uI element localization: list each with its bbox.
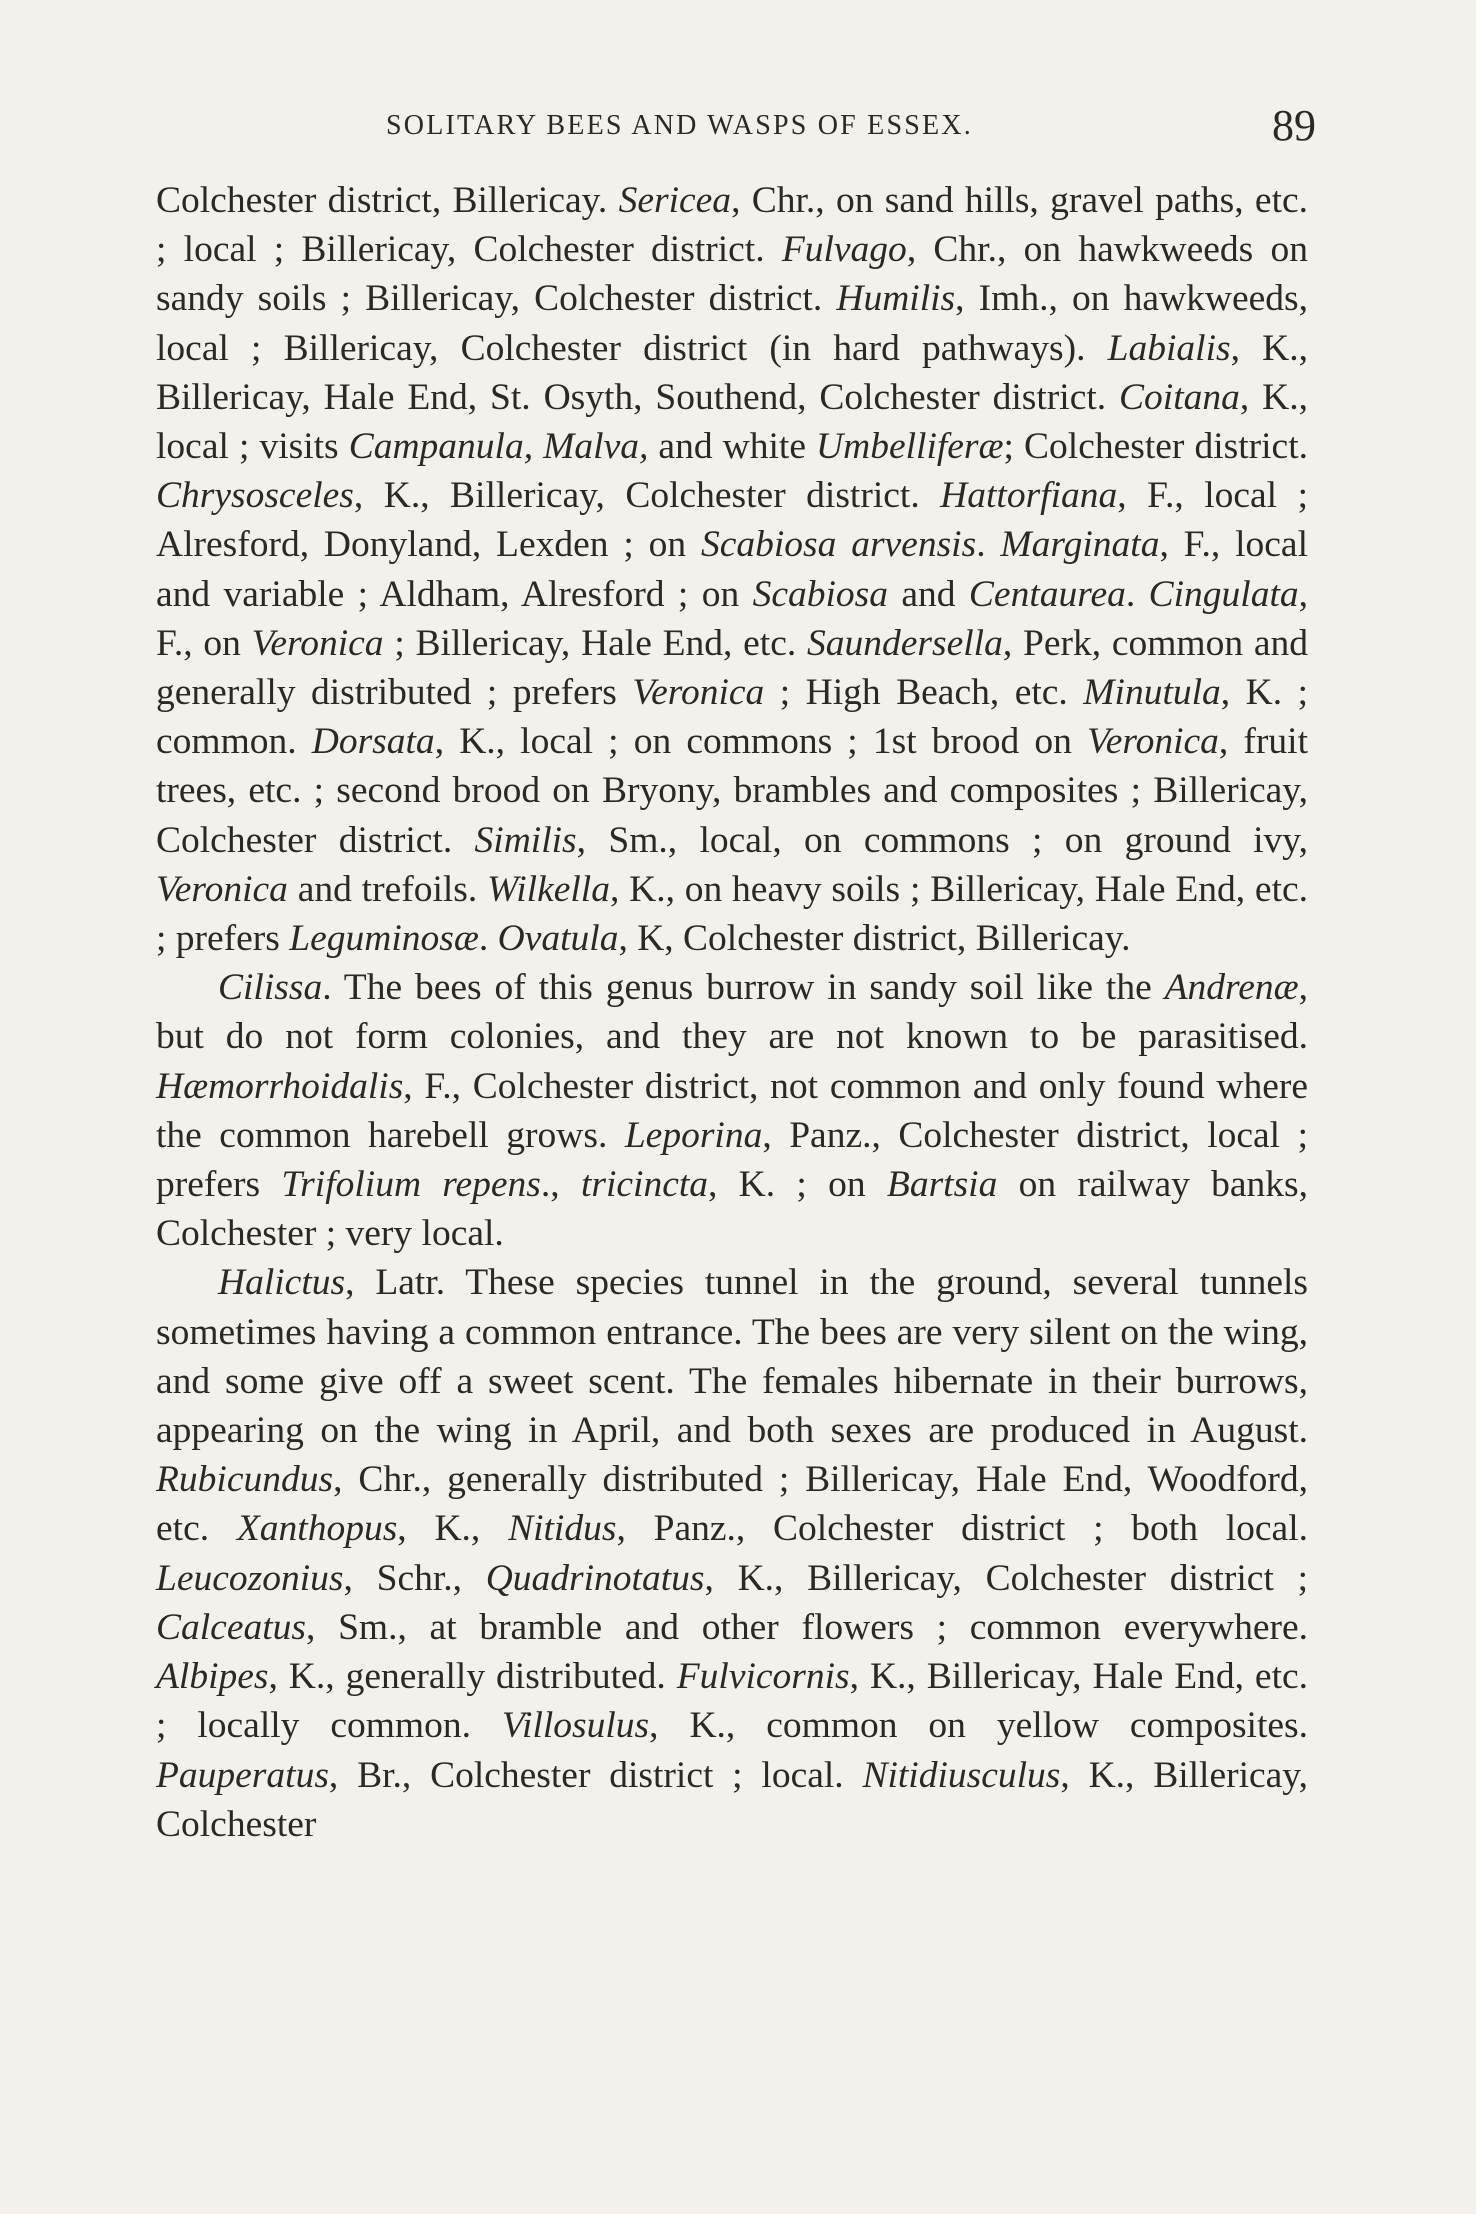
italic-taxon: Hattorfiana xyxy=(940,475,1118,517)
italic-taxon: Cingulata xyxy=(1148,573,1299,615)
text-run: on railway banks, Colchester ; very local. xyxy=(156,1164,1309,1255)
italic-taxon: Nitidus xyxy=(508,1508,617,1550)
text-run: , Perk, common and generally distributed ; prefers xyxy=(156,622,1308,714)
italic-taxon: Pauperatus xyxy=(156,1754,329,1796)
italic-taxon: Humilis xyxy=(836,278,956,320)
italic-taxon: Sericea xyxy=(618,180,732,221)
italic-taxon: Veronica xyxy=(251,622,384,664)
page-number: 89 xyxy=(1272,101,1316,150)
text-run: , K., generally distributed. xyxy=(268,1656,677,1698)
text-run: , Panz., Colchester district ; both local. xyxy=(616,1508,1308,1550)
text-run: , K., local ; on commons ; 1st brood on xyxy=(434,721,1087,763)
text-run: . The bees of this genus burrow in sandy soil like the xyxy=(322,967,1165,1009)
body-text xyxy=(156,176,1308,1849)
paragraph xyxy=(156,176,1308,963)
italic-taxon: Wilkella xyxy=(487,868,610,910)
text-run: . xyxy=(1125,573,1149,615)
text-run: , F., on xyxy=(156,573,1308,664)
italic-taxon: Nitidiusculus xyxy=(862,1754,1061,1796)
text-run: , F., local and variable ; Aldham, Alresford ; on xyxy=(156,524,1308,615)
text-run: , K., common on yellow composites. xyxy=(649,1705,1308,1747)
italic-taxon: Calceatus xyxy=(156,1606,306,1648)
text-run: , Schr., xyxy=(343,1557,486,1599)
italic-taxon: Villosulus xyxy=(501,1705,650,1747)
italic-taxon: Chrysosceles xyxy=(156,475,354,517)
text-run: , Sm., local, on commons ; on ground ivy, xyxy=(576,819,1308,861)
italic-taxon: Centaurea xyxy=(968,573,1126,615)
text-run: , F., local ; Alresford, Donyland, Lexden ; on xyxy=(156,475,1308,566)
italic-taxon: Leguminosæ xyxy=(289,918,479,960)
text-run: and trefoils. xyxy=(287,868,488,910)
text-run: , K. ; on xyxy=(708,1164,887,1206)
italic-taxon: Coitana xyxy=(1119,376,1240,418)
running-title: SOLITARY BEES AND WASPS OF ESSEX. xyxy=(386,110,973,141)
italic-taxon: Ovatula xyxy=(497,918,619,960)
italic-taxon: Minutula xyxy=(1083,672,1221,714)
text-run: and xyxy=(888,573,969,615)
text-run: , K., xyxy=(397,1508,509,1550)
text-run: , Imh., on hawkweeds, local ; Billericay, Colchester district (in hard pathways). xyxy=(156,278,1308,369)
italic-taxon: Labialis xyxy=(1107,327,1231,369)
italic-taxon: Campanula, Malva, xyxy=(348,426,649,468)
text-run: ; Billericay, Hale End, etc. xyxy=(383,622,808,664)
text-run: . xyxy=(976,524,1001,566)
italic-taxon: Umbelliferæ xyxy=(816,426,1004,468)
italic-taxon: Dorsata xyxy=(311,721,435,763)
text-run: , fruit trees, etc. ; second brood on Bryony, brambles and composites ; Billericay, Colchester district. xyxy=(156,721,1308,861)
italic-taxon: Xanthopus xyxy=(236,1508,398,1550)
text-run: , Sm., at bramble and other flowers ; common everywhere. xyxy=(305,1606,1308,1648)
italic-taxon: Albipes xyxy=(156,1656,269,1698)
italic-taxon: Bartsia xyxy=(886,1164,998,1206)
italic-taxon: Leucozonius xyxy=(156,1557,344,1599)
italic-taxon: tricincta xyxy=(580,1164,709,1206)
italic-taxon: Halictus xyxy=(218,1262,346,1304)
text-run: , F., Colchester district, not common and only found where the common harebell grows. xyxy=(156,1065,1308,1156)
text-run: . xyxy=(478,918,498,960)
italic-taxon: Fulvago xyxy=(781,229,907,271)
italic-taxon: Leporina xyxy=(624,1114,763,1156)
text-run: , Chr., on sand hills, gravel paths, etc. ; local ; Billericay, Colchester district. xyxy=(156,180,1309,271)
italic-taxon: Veronica xyxy=(156,868,288,910)
italic-taxon: Andrenæ xyxy=(1164,967,1299,1009)
text-run: , K., Billericay, Hale End, etc. ; locally common. xyxy=(156,1656,1309,1747)
paragraph xyxy=(156,1258,1308,1848)
italic-taxon: Rubicundus xyxy=(156,1459,334,1501)
text-run: , K. ; common. xyxy=(156,672,1308,763)
text-run: , Chr., on hawkweeds on sandy soils ; Billericay, Colchester district. xyxy=(156,229,1309,320)
italic-taxon: Trifolium repens xyxy=(281,1164,541,1206)
text-run: , Chr., generally distributed ; Billericay, Hale End, Woodford, etc. xyxy=(156,1459,1308,1550)
running-head xyxy=(156,100,1316,160)
italic-taxon: Saundersella xyxy=(807,622,1003,664)
text-run: ; Colchester district. xyxy=(1003,426,1308,468)
text-run: ., xyxy=(540,1164,581,1206)
text-run: , Latr. These species tunnel in the ground, several tunnels sometimes having a common entrance. The bees are very silent on the wing, and some give off a sweet scent. The females hibernate in their burrows, appearing on the wing in April, and both sexes are produced in August. xyxy=(156,1262,1308,1452)
italic-taxon: Hæmorrhoidalis xyxy=(156,1065,404,1107)
italic-taxon: Scabiosa xyxy=(752,573,889,615)
italic-taxon: Marginata xyxy=(1000,524,1160,566)
italic-taxon: Veronica xyxy=(632,672,765,714)
text-run: , K., Billericay, Colchester xyxy=(156,1754,1308,1845)
italic-taxon: Cilissa xyxy=(218,967,323,1009)
text-run: , but do not form colonies, and they are not known to be parasitised. xyxy=(156,967,1308,1058)
text-run: , K., Billericay, Colchester district. xyxy=(353,475,941,517)
italic-taxon: Scabiosa arvensis xyxy=(700,524,977,566)
text-run: ; High Beach, etc. xyxy=(764,672,1084,714)
italic-taxon: Fulvicornis xyxy=(676,1656,850,1698)
text-run: , K., Billericay, Hale End, St. Osyth, Southend, Colchester district. xyxy=(156,327,1308,418)
text-run: and white xyxy=(648,426,817,468)
text-run: , K, Colchester district, Billericay. xyxy=(618,918,1131,960)
text-run: , Panz., Colchester district, local ; prefers xyxy=(156,1114,1308,1206)
text-run: , K., Billericay, Colchester district ; xyxy=(704,1557,1308,1599)
italic-taxon: Quadrinotatus xyxy=(485,1557,705,1599)
paragraph xyxy=(156,963,1308,1258)
text-run: , K., on heavy soils ; Billericay, Hale End, etc. ; prefers xyxy=(156,868,1309,960)
italic-taxon: Similis xyxy=(474,819,577,861)
text-run: , Br., Colchester district ; local. xyxy=(328,1754,863,1796)
italic-taxon: Veronica xyxy=(1087,721,1219,763)
text-run: Colchester district, Billericay. xyxy=(156,180,619,221)
text-run: , K., local ; visits xyxy=(156,376,1308,468)
